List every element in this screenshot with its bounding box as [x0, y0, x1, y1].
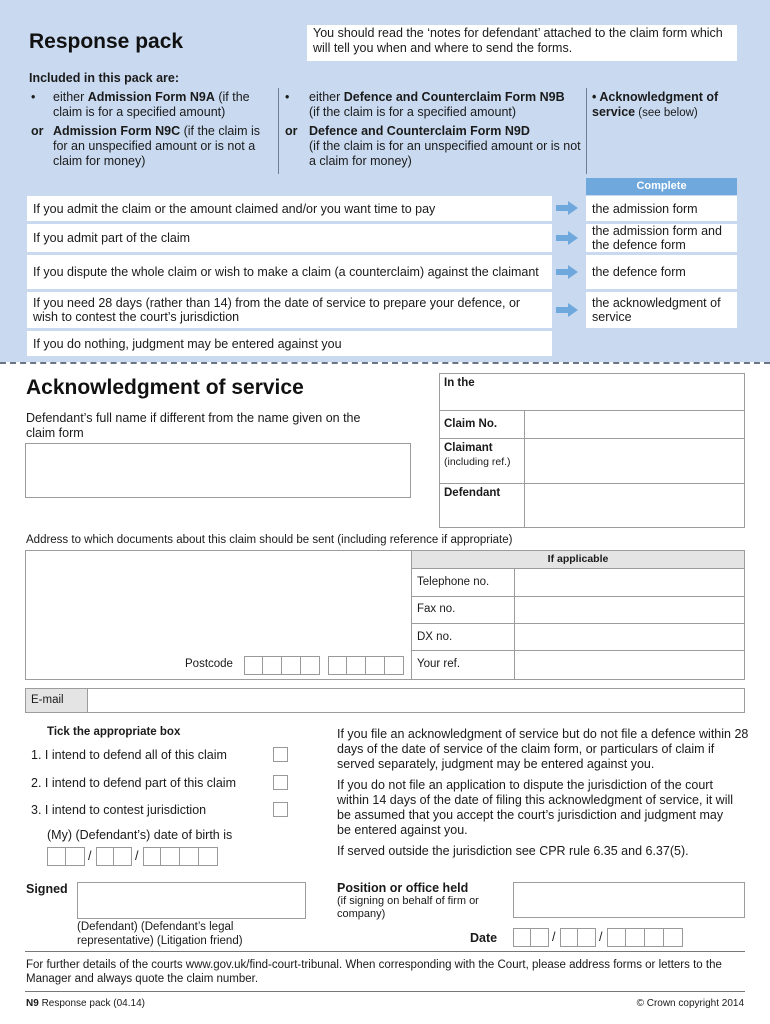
- option-contest-jurisdiction-label: 3. I intend to contest jurisdiction: [31, 803, 207, 817]
- defend-part-checkbox[interactable]: [273, 775, 288, 790]
- postcode-label: Postcode: [185, 658, 233, 670]
- postcode-field-part1[interactable]: [244, 656, 320, 675]
- arrow-right-icon: [556, 201, 578, 215]
- position-field[interactable]: [513, 882, 745, 918]
- bullet-icon: •: [285, 90, 290, 104]
- guide-row-condition: If you dispute the whole claim or wish to make a claim (a counterclaim) against the claimant: [27, 255, 552, 289]
- date-separator: /: [599, 930, 603, 944]
- in-the-label: In the: [444, 377, 475, 389]
- date-separator: /: [88, 849, 92, 863]
- court-field[interactable]: [439, 373, 745, 411]
- defendant-name-field[interactable]: [25, 443, 411, 498]
- option-defend-all-label: 1. I intend to defend all of this claim: [31, 748, 227, 762]
- guide-row-condition: If you admit part of the claim: [27, 224, 552, 252]
- arrow-right-icon: [556, 303, 578, 317]
- defendant-label: Defendant: [444, 487, 501, 499]
- or-label: or: [31, 124, 44, 138]
- tear-off-line: [0, 362, 770, 364]
- contest-jurisdiction-checkbox[interactable]: [273, 802, 288, 817]
- claimant-field[interactable]: [524, 438, 745, 484]
- signatory-capacity-label: (Defendant) (Defendant’s legal representative) (Litigation friend): [77, 921, 243, 947]
- email-field[interactable]: [87, 688, 745, 713]
- date-month-field[interactable]: [560, 928, 596, 947]
- your-ref-label: Your ref.: [417, 658, 461, 670]
- note-jurisdiction-deadline: If you do not file an application to dispute the jurisdiction of the court within 14 days of the date of filing this acknowledgment of service, it will be assumed that you accept the court’s jurisdiction and judgment may be entered against you.: [337, 778, 734, 837]
- guide-row-do-nothing: If you do nothing, judgment may be entered against you: [27, 331, 552, 356]
- footer-text: For further details of the courts www.gov.uk/find-court-tribunal. When corresponding with the Court, please address forms or letters to the Manager and always quote the claim number.: [26, 959, 722, 985]
- form-reference: N9 Response pack (04.14): [26, 998, 145, 1009]
- claim-no-field[interactable]: [524, 410, 745, 439]
- included-label: Included in this pack are:: [29, 71, 180, 85]
- note-outside-jurisdiction: If served outside the jurisdiction see CPR rule 6.35 and 6.37(5).: [337, 844, 689, 858]
- dob-day-field[interactable]: [47, 847, 85, 866]
- email-label: E-mail: [31, 694, 64, 706]
- defendant-field[interactable]: [524, 483, 745, 528]
- guide-row-condition: If you admit the claim or the amount claimed and/or you want time to pay: [27, 196, 552, 221]
- dob-label: (My) (Defendant’s) date of birth is: [47, 828, 233, 842]
- arrow-right-icon: [556, 265, 578, 279]
- if-applicable-label: If applicable: [547, 553, 609, 565]
- fax-label: Fax no.: [417, 603, 456, 615]
- footer-divider: [25, 951, 745, 952]
- pack-item-n9a: either Admission Form N9A (if the claim is for a specified amount): [53, 90, 250, 119]
- guide-row-action: the defence form: [586, 255, 737, 289]
- address-label: Address to which documents about this claim should be sent (including reference if appropriate): [26, 534, 513, 546]
- or-label: or: [285, 124, 298, 138]
- column-divider: [586, 88, 587, 174]
- option-defend-part-label: 2. I intend to defend part of this claim: [31, 776, 236, 790]
- date-separator: /: [135, 849, 139, 863]
- guide-row-condition: If you need 28 days (rather than 14) from the date of service to prepare your defence, or wish to contest the court’s jurisdiction: [27, 292, 552, 328]
- note-defence-deadline: If you file an acknowledgment of service but do not file a defence within 28 days of the date of service of the claim form, or particulars of claim if served separately, judgment may be entered against you.: [337, 727, 749, 771]
- footer-divider: [25, 991, 745, 992]
- postcode-field-part2[interactable]: [328, 656, 404, 675]
- claimant-sublabel: (including ref.): [444, 456, 511, 468]
- dx-field[interactable]: [514, 623, 745, 651]
- claim-no-label: Claim No.: [444, 418, 498, 430]
- defendant-name-label: Defendant’s full name if different from the name given on the claim form: [26, 411, 361, 440]
- claimant-label: Claimant: [444, 442, 493, 454]
- pack-item-n9c: Admission Form N9C (if the claim is for an unspecified amount or is not a claim for money): [53, 124, 260, 168]
- position-sublabel: (if signing on behalf of firm or company): [337, 895, 479, 920]
- tick-heading: Tick the appropriate box: [47, 726, 181, 738]
- arrow-right-icon: [556, 231, 578, 245]
- date-label: Date: [470, 931, 498, 945]
- dx-label: DX no.: [417, 631, 453, 643]
- column-divider: [278, 88, 279, 174]
- page-title: Response pack: [29, 30, 184, 53]
- guide-row-action: the admission form and the defence form: [586, 224, 737, 252]
- pack-item-n9b: either Defence and Counterclaim Form N9B (if the claim is for a specified amount): [309, 90, 565, 119]
- fax-field[interactable]: [514, 596, 745, 624]
- complete-column-header: Complete: [586, 178, 737, 195]
- date-day-field[interactable]: [513, 928, 549, 947]
- pack-item-n9d: Defence and Counterclaim Form N9D (if the claim is for an unspecified amount or is not a claim for money): [309, 124, 581, 168]
- defendant-notes-instruction: You should read the ‘notes for defendant’ attached to the claim form which will tell you when and where to send the forms.: [307, 25, 737, 61]
- dob-month-field[interactable]: [96, 847, 132, 866]
- telephone-field[interactable]: [514, 568, 745, 597]
- defend-all-checkbox[interactable]: [273, 747, 288, 762]
- section-title: Acknowledgment of service: [26, 376, 304, 399]
- dob-year-field[interactable]: [143, 847, 218, 866]
- guide-row-action: the admission form: [586, 196, 737, 221]
- guide-row-action: the acknowledgment of service: [586, 292, 737, 328]
- your-ref-field[interactable]: [514, 650, 745, 680]
- date-year-field[interactable]: [607, 928, 683, 947]
- signature-field[interactable]: [77, 882, 306, 919]
- telephone-label: Telephone no.: [417, 576, 490, 588]
- date-separator: /: [552, 930, 556, 944]
- position-label: Position or office held: [337, 881, 469, 895]
- signed-label: Signed: [26, 882, 68, 896]
- copyright: © Crown copyright 2014: [636, 998, 744, 1009]
- bullet-icon: •: [31, 90, 36, 104]
- pack-item-acknowledgment: • Acknowledgment of service (see below): [592, 90, 719, 119]
